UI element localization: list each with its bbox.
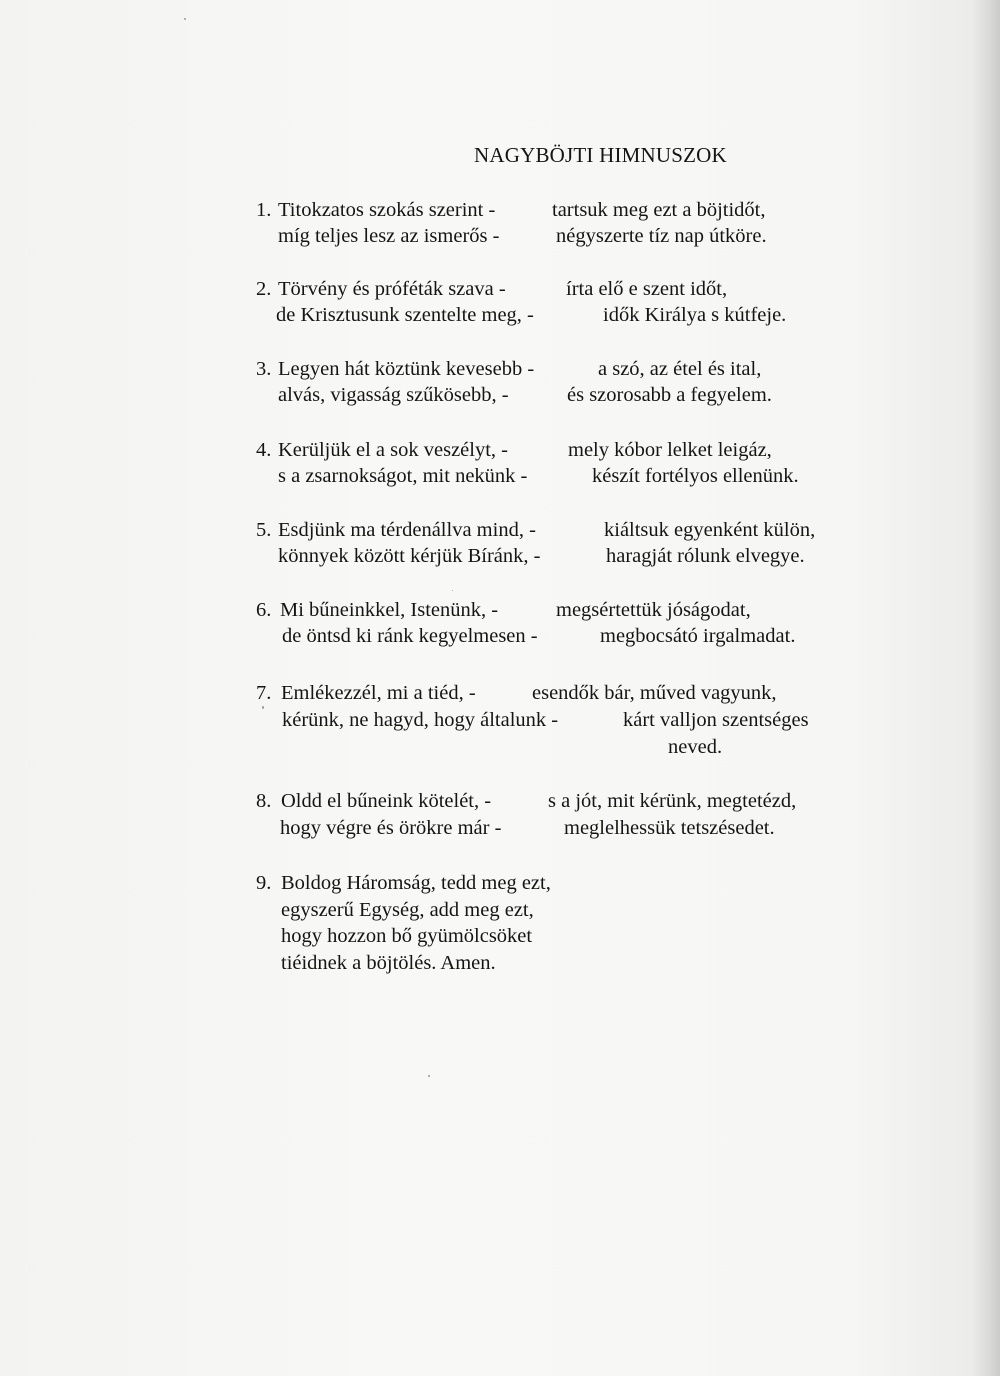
verse-line-second-half: mely kóbor lelket leigáz, xyxy=(568,439,772,461)
scan-speck xyxy=(262,706,264,709)
stanza-number: 6. xyxy=(256,599,272,621)
page-title: NAGYBÖJTI HIMNUSZOK xyxy=(474,143,727,167)
verse-line-first-half: kérünk, ne hagyd, hogy általunk - xyxy=(282,709,559,731)
stanza-number: 1. xyxy=(256,199,272,221)
verse-line-second-half: írta elő e szent időt, xyxy=(566,278,728,300)
scan-speck xyxy=(184,18,186,20)
page-edge-shadow xyxy=(972,0,1000,1376)
verse-line-second-half: négyszerte tíz nap útköre. xyxy=(556,225,767,247)
verse-line: Boldog Háromság, tedd meg ezt, xyxy=(281,872,551,894)
stanza-number: 5. xyxy=(256,519,272,541)
verse-line-second-half: és szorosabb a fegyelem. xyxy=(567,384,772,406)
verse-line-second-half: esendők bár, műved vagyunk, xyxy=(532,682,777,704)
verse-line-second-half: a szó, az étel és ital, xyxy=(598,358,762,380)
verse-line: egyszerű Egység, add meg ezt, xyxy=(281,899,534,921)
stanza-number: 7. xyxy=(256,682,272,704)
verse-line-second-half: meglelhessük tetszésedet. xyxy=(564,817,775,839)
verse-line-first-half: s a zsarnokságot, mit nekünk - xyxy=(278,465,528,487)
verse-line-first-half: alvás, vigasság szűkösebb, - xyxy=(278,384,509,406)
verse-line-first-half: hogy végre és örökre már - xyxy=(280,817,502,839)
verse-line-first-half: Titokzatos szokás szerint - xyxy=(278,199,496,221)
verse-line-first-half: Emlékezzél, mi a tiéd, - xyxy=(281,682,476,704)
verse-line-first-half: de öntsd ki ránk kegyelmesen - xyxy=(282,625,538,647)
verse-line-second-half: s a jót, mit kérünk, megtetézd, xyxy=(548,790,797,812)
verse-line-second-half: idők Királya s kútfeje. xyxy=(603,304,787,326)
verse-line-first-half: Oldd el bűneink kötelét, - xyxy=(281,790,492,812)
verse-line-first-half: könnyek között kérjük Bíránk, - xyxy=(278,545,541,567)
verse-line-first-half: Kerüljük el a sok veszélyt, - xyxy=(278,439,508,461)
verse-line: tiéidnek a böjtölés. Amen. xyxy=(281,952,496,974)
verse-line-second-half: tartsuk meg ezt a böjtidőt, xyxy=(552,199,766,221)
stanza-number: 2. xyxy=(256,278,272,300)
verse-line-second-half: haragját rólunk elvegye. xyxy=(606,545,805,567)
stanza-number: 8. xyxy=(256,790,272,812)
stanza-number: 4. xyxy=(256,439,272,461)
verse-line-first-half: Legyen hát köztünk kevesebb - xyxy=(278,358,535,380)
verse-line-second-half: kárt valljon szentséges xyxy=(623,709,809,731)
scan-speck xyxy=(452,590,453,591)
verse-line: hogy hozzon bő gyümölcsöket xyxy=(281,925,533,947)
verse-line-second-half: neved. xyxy=(668,736,723,758)
verse-line-first-half: Törvény és próféták szava - xyxy=(278,278,506,300)
stanza-number: 9. xyxy=(256,872,272,894)
scan-speck xyxy=(428,1075,430,1077)
stanza-number: 3. xyxy=(256,358,272,380)
verse-line-first-half: míg teljes lesz az ismerős - xyxy=(278,225,500,247)
verse-line-first-half: Mi bűneinkkel, Istenünk, - xyxy=(280,599,499,621)
verse-line-second-half: megsértettük jóságodat, xyxy=(556,599,751,621)
verse-line-first-half: de Krisztusunk szentelte meg, - xyxy=(276,304,534,326)
verse-line-second-half: készít fortélyos ellenünk. xyxy=(592,465,799,487)
verse-line-second-half: kiáltsuk egyenként külön, xyxy=(604,519,816,541)
verse-line-second-half: megbocsátó irgalmadat. xyxy=(600,625,796,647)
verse-line-first-half: Esdjünk ma térdenállva mind, - xyxy=(278,519,536,541)
